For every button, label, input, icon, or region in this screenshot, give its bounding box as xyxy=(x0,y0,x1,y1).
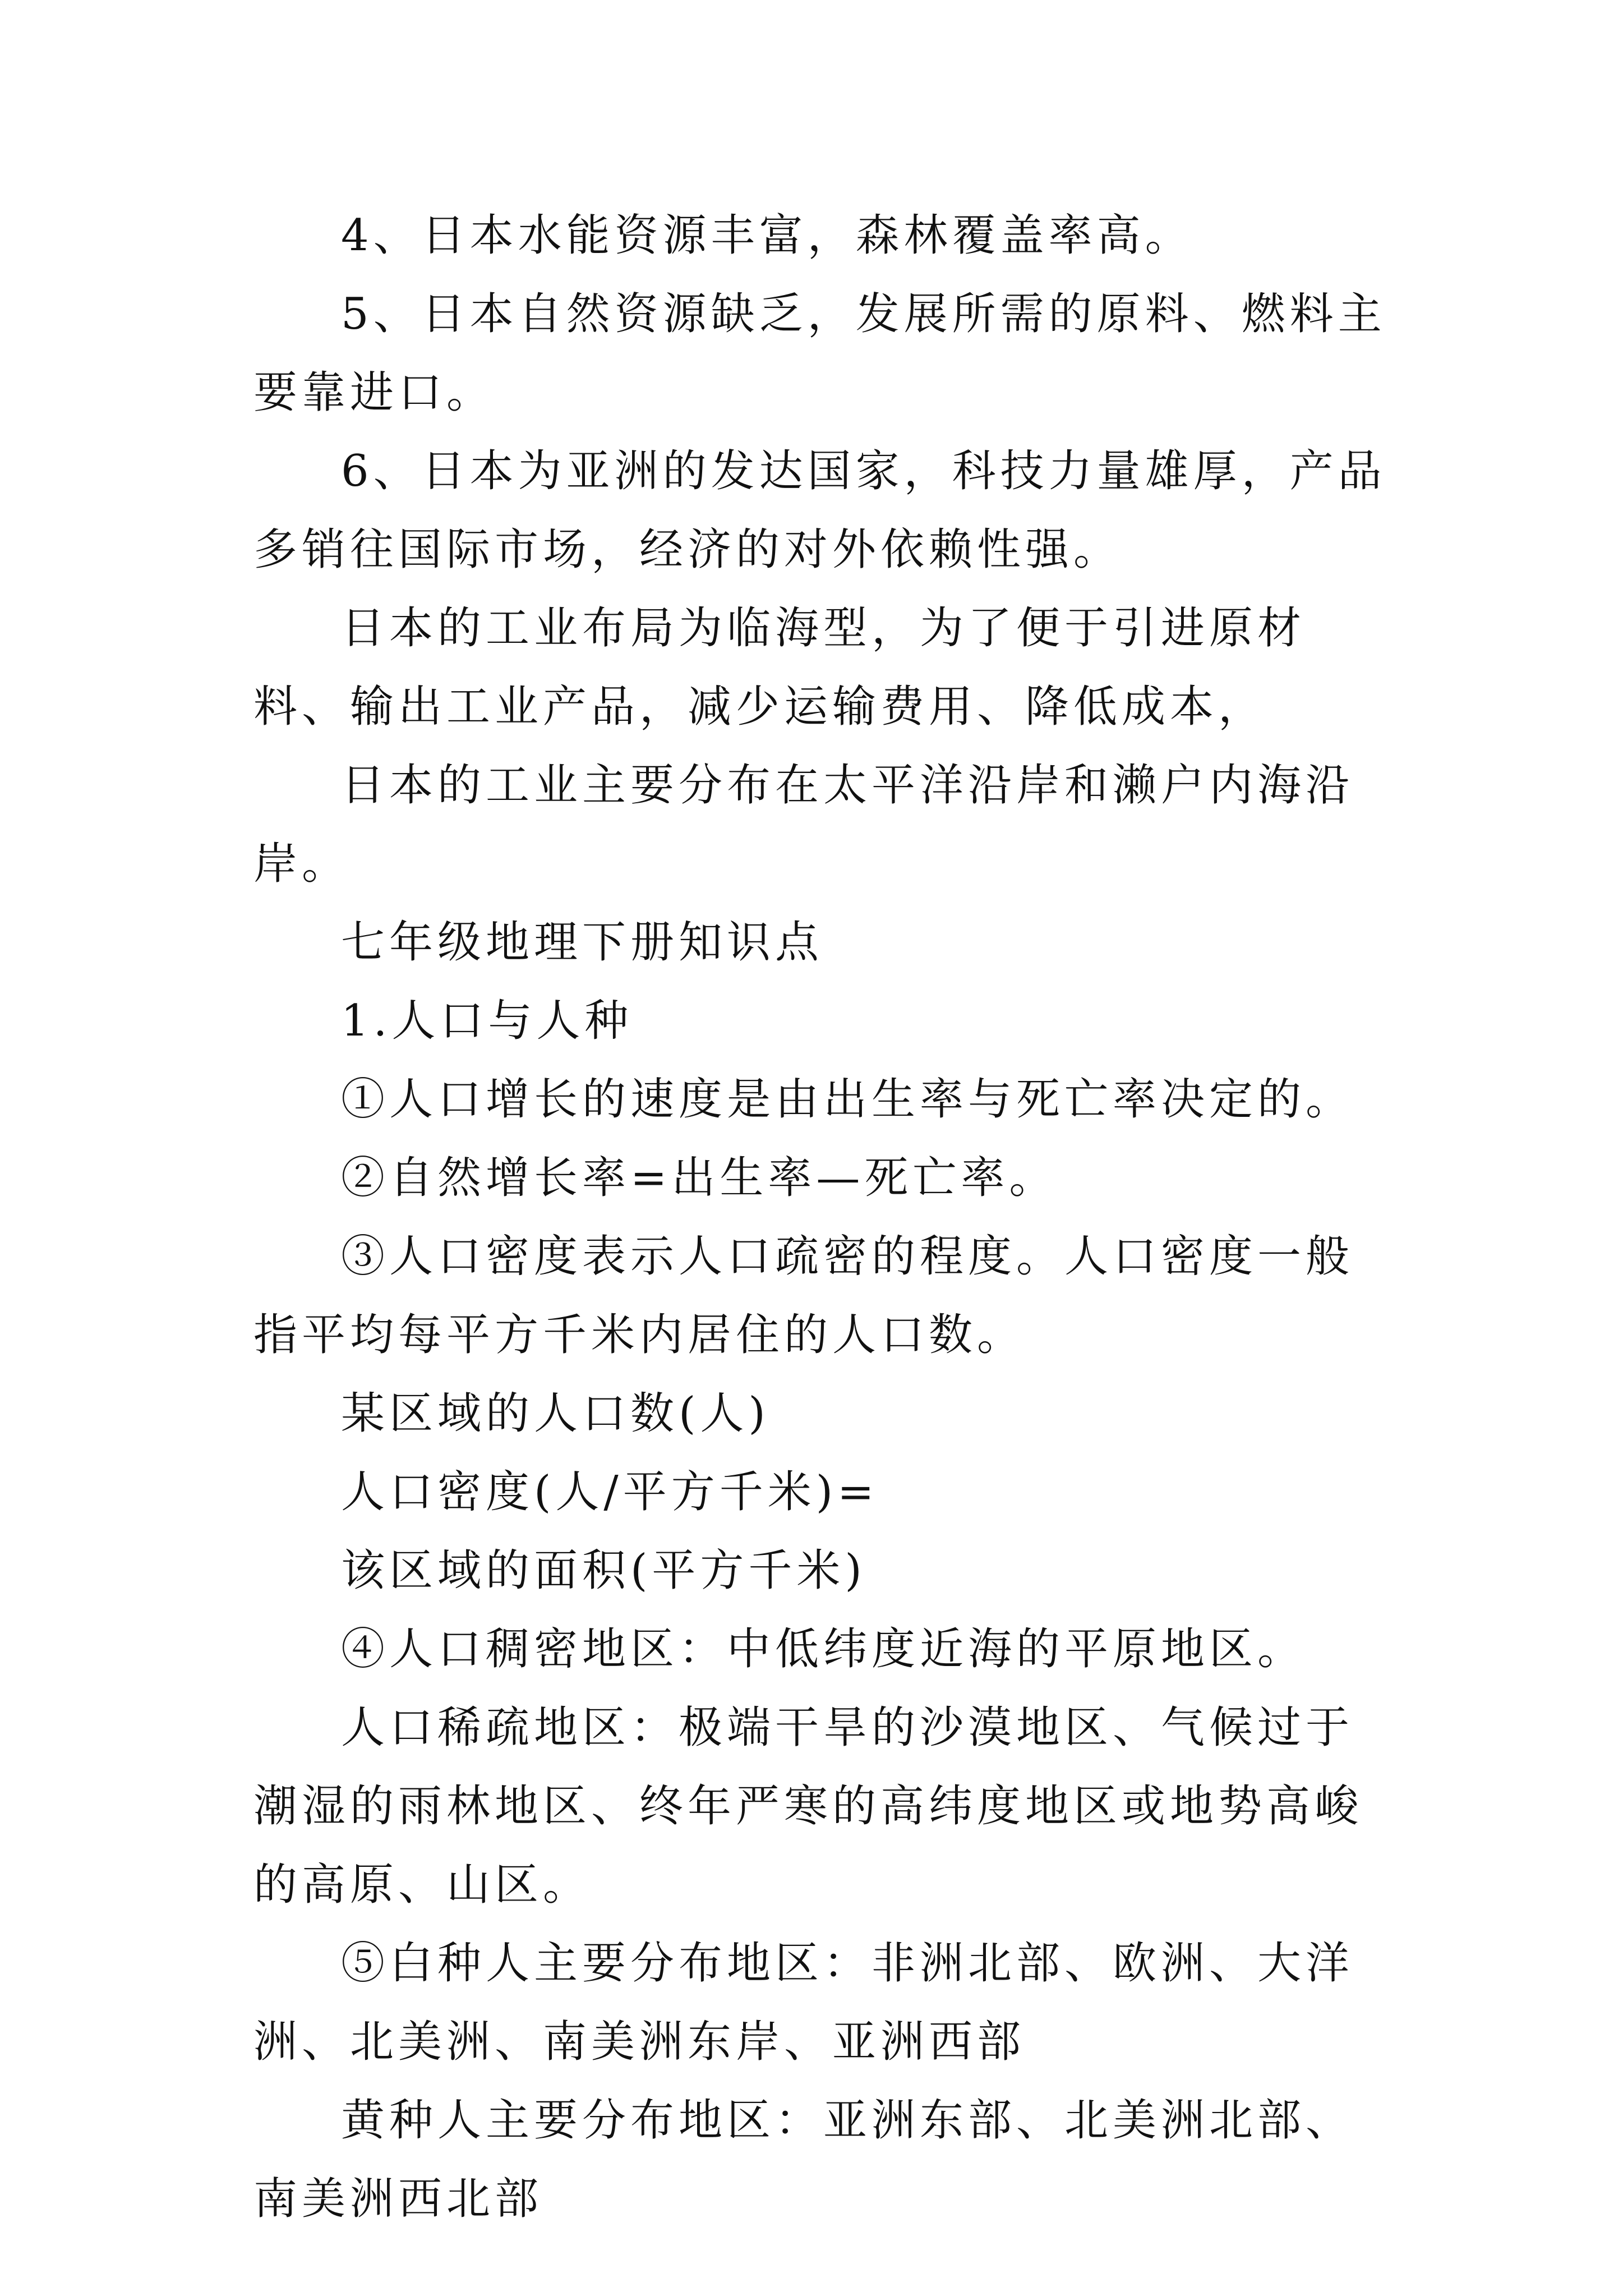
paragraph-japan-hydropower: 4、日本水能资源丰富，森林覆盖率高。 xyxy=(341,210,1193,261)
list-item-natural-growth-rate: ②自然增长率=出生率—死亡率。 xyxy=(341,1153,1058,1203)
document-body xyxy=(253,196,1386,2238)
paragraph-sparse-areas: 人口稀疏地区：极端干旱的沙漠地区、气候过于潮湿的雨林地区、终年严寒的高纬度地区或地势高峻的高原、山区。 xyxy=(253,1703,1363,1910)
subsection-heading-population-race: 1.人口与人种 xyxy=(341,996,633,1046)
list-item-population-density: ③人口密度表示人口疏密的程度。人口密度一般指平均每平方千米内居住的人口数。 xyxy=(253,1231,1354,1360)
formula-numerator: 某区域的人口数(人) xyxy=(341,1388,770,1439)
paragraph-japan-economy: 6、日本为亚洲的发达国家，科技力量雄厚，产品多销往国际市场，经济的对外依赖性强。 xyxy=(253,446,1386,575)
section-heading-grade7-geography: 七年级地理下册知识点 xyxy=(341,917,824,968)
paragraph-yellow-race: 黄种人主要分布地区：亚洲东部、北美洲北部、南美洲西北部 xyxy=(253,2095,1354,2224)
list-item-population-growth: ①人口增长的速度是由出生率与死亡率决定的。 xyxy=(341,1074,1354,1125)
paragraph-japan-industry-distribution: 日本的工业主要分布在太平洋沿岸和濑户内海沿岸。 xyxy=(253,760,1354,889)
list-item-white-race: ⑤白种人主要分布地区：非洲北部、欧洲、大洋洲、北美洲、南美洲东岸、亚洲西部 xyxy=(253,1938,1354,2067)
list-item-dense-areas: ④人口稠密地区：中低纬度近海的平原地区。 xyxy=(341,1624,1306,1674)
formula-denominator: 该区域的面积(平方千米) xyxy=(341,1545,866,1596)
paragraph-japan-resources: 5、日本自然资源缺乏，发展所需的原料、燃料主要靠进口。 xyxy=(253,289,1386,418)
formula-left-side: 人口密度(人/平方千米)= xyxy=(341,1467,879,1517)
paragraph-japan-industry-layout: 日本的工业布局为临海型，为了便于引进原材料、输出工业产品，减少运输费用、降低成本， xyxy=(253,603,1306,732)
